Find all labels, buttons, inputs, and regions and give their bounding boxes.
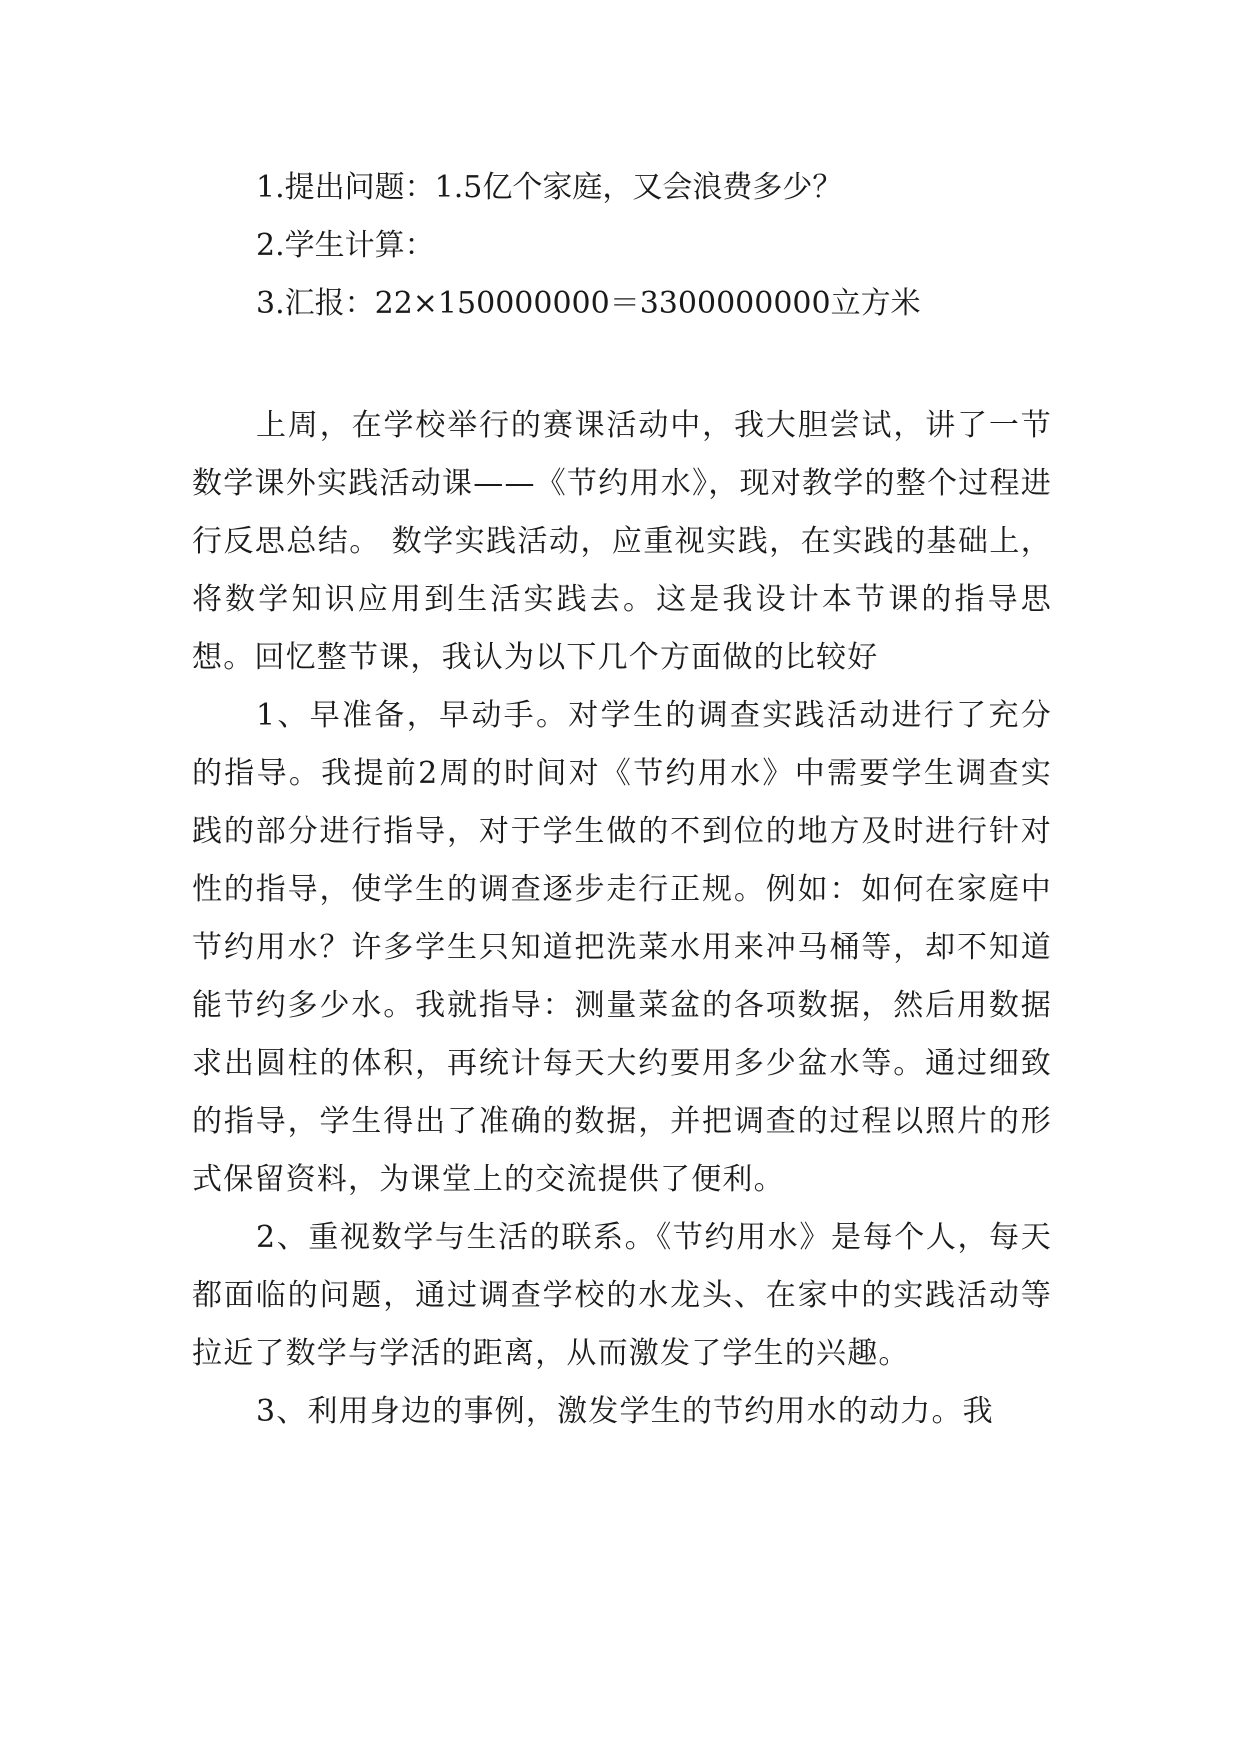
reflection-body [192, 397, 1052, 1441]
point-2-paragraph: 2、重视数学与生活的联系。《节约用水》是每个人，每天都面临的问题，通过调查学校的水龙头、在家中的实践活动等拉近了数学与学活的距离，从而激发了学生的兴趣。 [192, 1220, 1052, 1371]
step-calculate: 2.学生计算： [256, 228, 435, 263]
point-3-paragraph: 3、利用身边的事例，激发学生的节约用水的动力。我 [256, 1394, 994, 1429]
point-1-paragraph: 1、早准备，早动手。对学生的调查实践活动进行了充分的指导。我提前2周的时间对《节约用水》中需要学生调查实践的部分进行指导，对于学生做的不到位的地方及时进行针对性的指导，使学生的调查逐步走行正规。例如：如何在家庭中节约用水？许多学生只知道把洗菜水用来冲马桶等，却不知道能节约多少水。我就指导：测量菜盆的各项数据，然后用数据求出圆柱的体积，再统计每天大约要用多少盆水等。通过细致的指导，学生得出了准确的数据，并把调查的过程以照片的形式保留资料，为课堂上的交流提供了便利。 [192, 698, 1052, 1197]
step-question: 1.提出问题：1.5亿个家庭，又会浪费多少？ [256, 170, 843, 205]
calculation-steps [192, 159, 1052, 333]
intro-paragraph: 上周，在学校举行的赛课活动中，我大胆尝试，讲了一节数学课外实践活动课——《节约用水》，现对教学的整个过程进行反思总结。 数学实践活动，应重视实践，在实践的基础上，将数学知识应用到生活实践去。这是我设计本节课的指导思想。回忆整节课，我认为以下几个方面做的比较好 [192, 408, 1052, 675]
step-report: 3.汇报：22×150000000＝3300000000立方米 [256, 286, 921, 321]
